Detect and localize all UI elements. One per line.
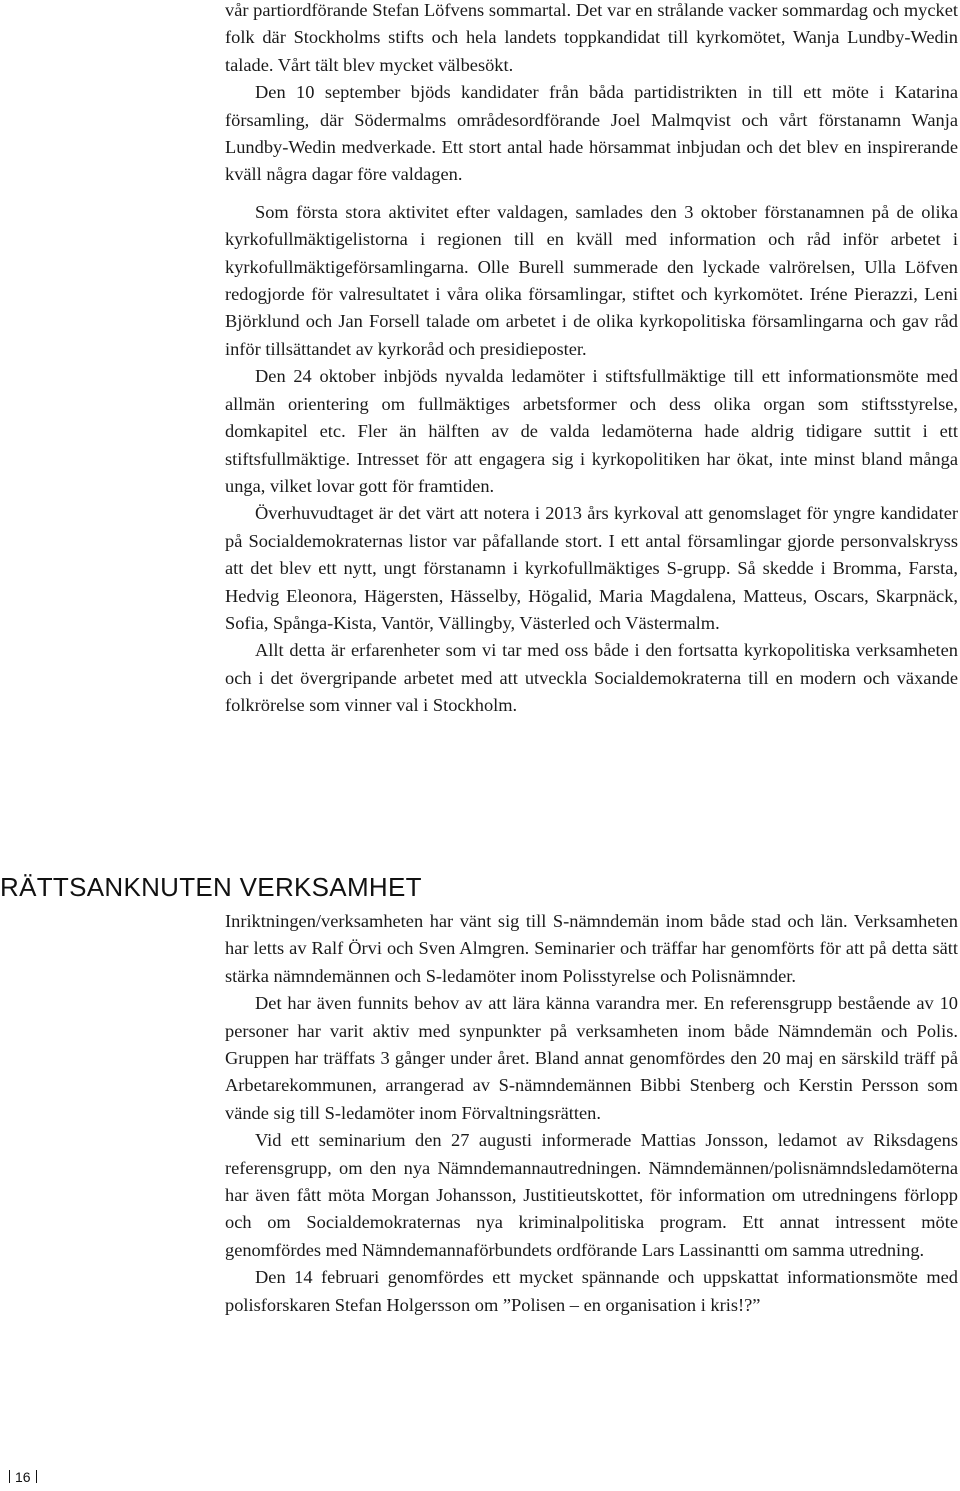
page-number-bar-left	[9, 1470, 10, 1483]
paragraph: Allt detta är erfarenheter som vi tar med oss både i den fortsatta kyrkopolitiska verksamheten och i det övergripande arbetet med att utveckla Socialdemokraterna till en modern och växande folkrörelse som vinner val i Stockholm.	[225, 640, 958, 716]
section-heading: RÄTTSANKNUTEN VERKSAMHET	[0, 872, 422, 902]
paragraph: Det har även funnits behov av att lära känna varandra mer. En referensgrupp bestående av 10 personer har varit aktiv med synpunkter på verksamheten inom både Nämndemän och Polis. Gruppen har träffats 3 gånger under året. Bland annat genomfördes den 20 maj en särskild träff på Arbetarekommunen, arrangerad av S-nämndemännen Bibbi Stenberg och Kerstin Persson som vände sig till S-ledamöter inom Förvaltningsrätten.	[225, 993, 958, 1123]
page-number	[4, 1468, 42, 1486]
paragraph: Inriktningen/verksamheten har vänt sig till S-nämndemän inom både stad och län. Verksamheten har letts av Ralf Örvi och Sven Almgren. Seminarier och träffar har genomförts för att på detta sätt stärka nämndemännen och S-ledamöter inom Polisstyrelse och Polisnämnder.	[225, 911, 958, 986]
paragraph: Den 24 oktober inbjöds nyvalda ledamöter i stiftsfullmäktige till ett informationsmöte med allmän orientering om fullmäktiges arbetsformer och dess olika organ som stiftsstyrelse, domkapitel etc. Fler än hälften av de valda ledamöterna hade aldrig tidigare suttit i ett stiftsfullmäktige. Intresset för att engagera sig i kyrkopolitiken har ökat, inte minst bland många unga, vilket lovar gott för framtiden.	[225, 366, 958, 496]
paragraph: Vid ett seminarium den 27 augusti informerade Mattias Jonsson, ledamot av Riksdagens referensgrupp, om den nya Nämndemannautredningen. Nämndemännen/polisnämndsledamöterna har även fått möta Morgan Johansson, Justitieutskottet, för information om utredningens förlopp och om Socialdemokraternas nya kriminalpolitiska program. Ett annat intressent möte genomfördes med Nämndemannaförbundets ordförande Lars Lassinantti om samma utredning.	[225, 1130, 958, 1260]
paragraph: Överhuvudtaget är det värt att notera i 2013 års kyrkoval att genomslaget för yngre kandidater på Socialdemokraternas listor var påfallande stort. I ett antal församlingar gjorde personvalskryss att det blev ett nytt, ungt förstanamn i kyrkofullmäktiges S-grupp. Så skedde i Bromma, Farsta, Hedvig Eleonora, Hägersten, Hässelby, Högalid, Maria Magdalena, Matteus, Oscars, Skarpnäck, Sofia, Spånga-Kista, Vantör, Vällingby, Västerled och Västermalm.	[225, 503, 958, 633]
paragraph: Den 14 februari genomfördes ett mycket spännande och uppskattat informationsmöte med polisforskaren Stefan Holgersson om ”Polisen – en organisation i kris!?”	[225, 1267, 958, 1315]
paragraph: vår partiordförande Stefan Löfvens sommartal. Det var en strålande vacker sommardag och mycket folk där Stockholms stifts och hela landets toppkandidat till kyrkomötet, Wanja Lundby-Wedin talade. Vårt tält blev mycket välbesökt.	[225, 0, 958, 75]
paragraph: Den 10 september bjöds kandidater från båda partidistrikten in till ett möte i Katarina församling, där Södermalms områdesordförande Joel Malmqvist och vårt förstanamn Wanja Lundby-Wedin medverkade. Ett stort antal hade hörsammat inbjudan och det blev en inspirerande kväll några dagar före valdagen.	[225, 82, 958, 185]
page-number-text: 16	[15, 1469, 31, 1485]
paragraph: Som första stora aktivitet efter valdagen, samlades den 3 oktober förstanamnen på de olika kyrkofullmäktigelistorna i regionen till en kväll med information och råd inför arbetet i kyrkofullmäktigeförsamlingarna. Olle Burell summerade den lyckade valrörelsen, Ulla Löfven redogjorde för valresultatet i våra olika församlingar, stiftet och kyrkomötet. Iréne Pierazzi, Leni Björklund och Jan Forsell talade om arbetet i de olika kyrkopolitiska församlingarna och gav råd inför tillsättandet av kyrkoråd och presidieposter.	[225, 201, 958, 359]
page-number-bar-right	[36, 1470, 37, 1483]
article-top	[225, 0, 958, 720]
section-body	[225, 908, 958, 1319]
